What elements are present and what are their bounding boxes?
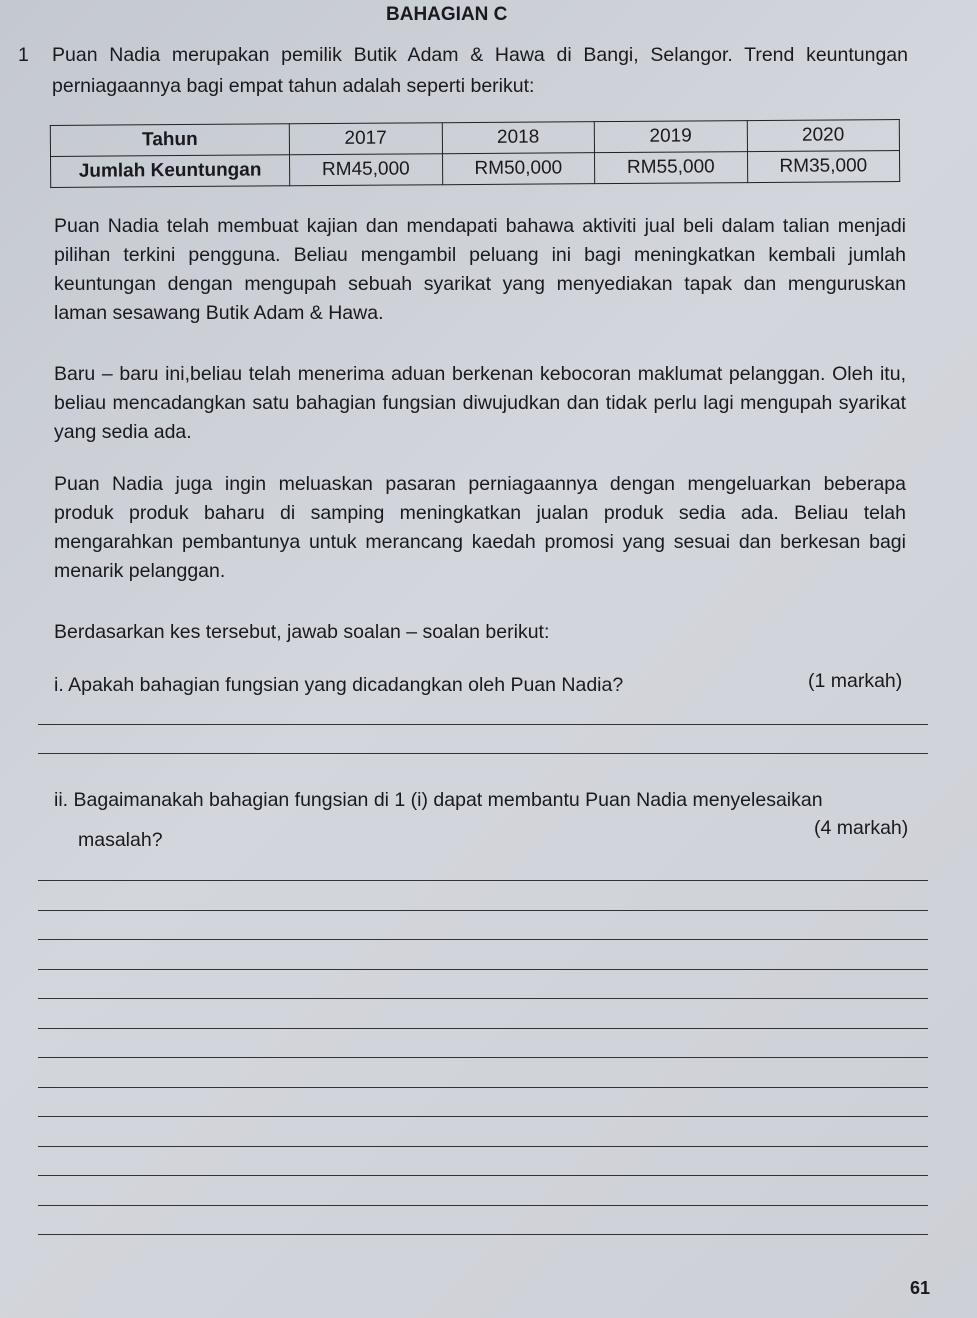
answer-line[interactable] [38, 724, 928, 725]
paragraph: Puan Nadia telah membuat kajian dan mendapati bahawa aktiviti jual beli dalam talian menjadi pilihan terkini pengguna. Beliau mengambil peluang ini bagi meningkatkan kembali jumlah keuntungan dengan mengupah sebuah syarikat yang menyediakan tapak dan menguruskan laman sesawang Butik Adam & Hawa. [54, 215, 906, 324]
table-cell: 2017 [289, 123, 442, 155]
sub-question-i: i. Apakah bahagian fungsian yang dicadangkan oleh Puan Nadia? [54, 674, 624, 696]
table-cell: RM45,000 [290, 154, 443, 186]
answer-line[interactable] [38, 1205, 928, 1206]
answer-line[interactable] [38, 1087, 928, 1088]
paragraph: Baru – baru ini,beliau telah menerima aduan berkenan kebocoran maklumat pelanggan. Oleh itu, beliau mencadangkan satu bahagian fungsian diwujudkan dan tidak perlu lagi mengupah syarikat yang sedia ada. [54, 363, 906, 443]
answer-line[interactable] [38, 939, 928, 940]
answer-line[interactable] [38, 1234, 928, 1235]
answer-line[interactable] [38, 1028, 928, 1029]
paragraph: Puan Nadia juga ingin meluaskan pasaran perniagaannya dengan mengeluarkan beberapa produk produk baharu di samping meningkatkan jualan produk sedia ada. Beliau telah mengarahkan pembantunya untuk merancang kaedah promosi yang sesuai dan berkesan bagi menarik pelanggan. [54, 473, 906, 582]
table-cell: RM35,000 [747, 151, 900, 183]
table-cell: RM50,000 [442, 153, 595, 185]
paragraph-instruction: Berdasarkan kes tersebut, jawab soalan – soalan berikut: [54, 621, 550, 643]
answer-line[interactable] [38, 880, 928, 881]
question-1-intro [18, 40, 908, 102]
row-header: Tahun [50, 124, 289, 157]
table-cell: 2018 [442, 122, 595, 154]
page-number: 61 [910, 1278, 931, 1298]
answer-line[interactable] [38, 910, 928, 911]
row-header: Jumlah Keuntungan [51, 155, 290, 188]
table-cell: RM55,000 [594, 152, 747, 184]
question-intro-text: Puan Nadia merupakan pemilik Butik Adam & Hawa di Bangi, Selangor. Trend keuntungan perniagaannya bagi empat tahun adalah seperti berikut: [52, 44, 908, 97]
marks-label: (4 markah) [814, 817, 909, 839]
answer-line[interactable] [38, 1057, 928, 1058]
answer-line[interactable] [38, 753, 928, 754]
question-number: 1 [18, 44, 29, 66]
answer-line[interactable] [38, 1175, 928, 1176]
answer-line[interactable] [38, 1146, 928, 1147]
answer-line[interactable] [38, 998, 928, 999]
table-row-profit [51, 151, 900, 188]
section-title: BAHAGIAN C [386, 4, 508, 25]
answer-line[interactable] [38, 1116, 928, 1117]
answer-line[interactable] [38, 969, 928, 970]
table-cell: 2019 [594, 121, 747, 153]
sub-question-ii: ii. Bagaimanakah bahagian fungsian di 1 (i) dapat membantu Puan Nadia menyelesaikan [54, 789, 823, 811]
sub-question-ii-cont: masalah? [78, 829, 163, 851]
table-cell: 2020 [747, 120, 900, 152]
marks-label: (1 markah) [808, 670, 903, 692]
profit-table [50, 119, 900, 188]
